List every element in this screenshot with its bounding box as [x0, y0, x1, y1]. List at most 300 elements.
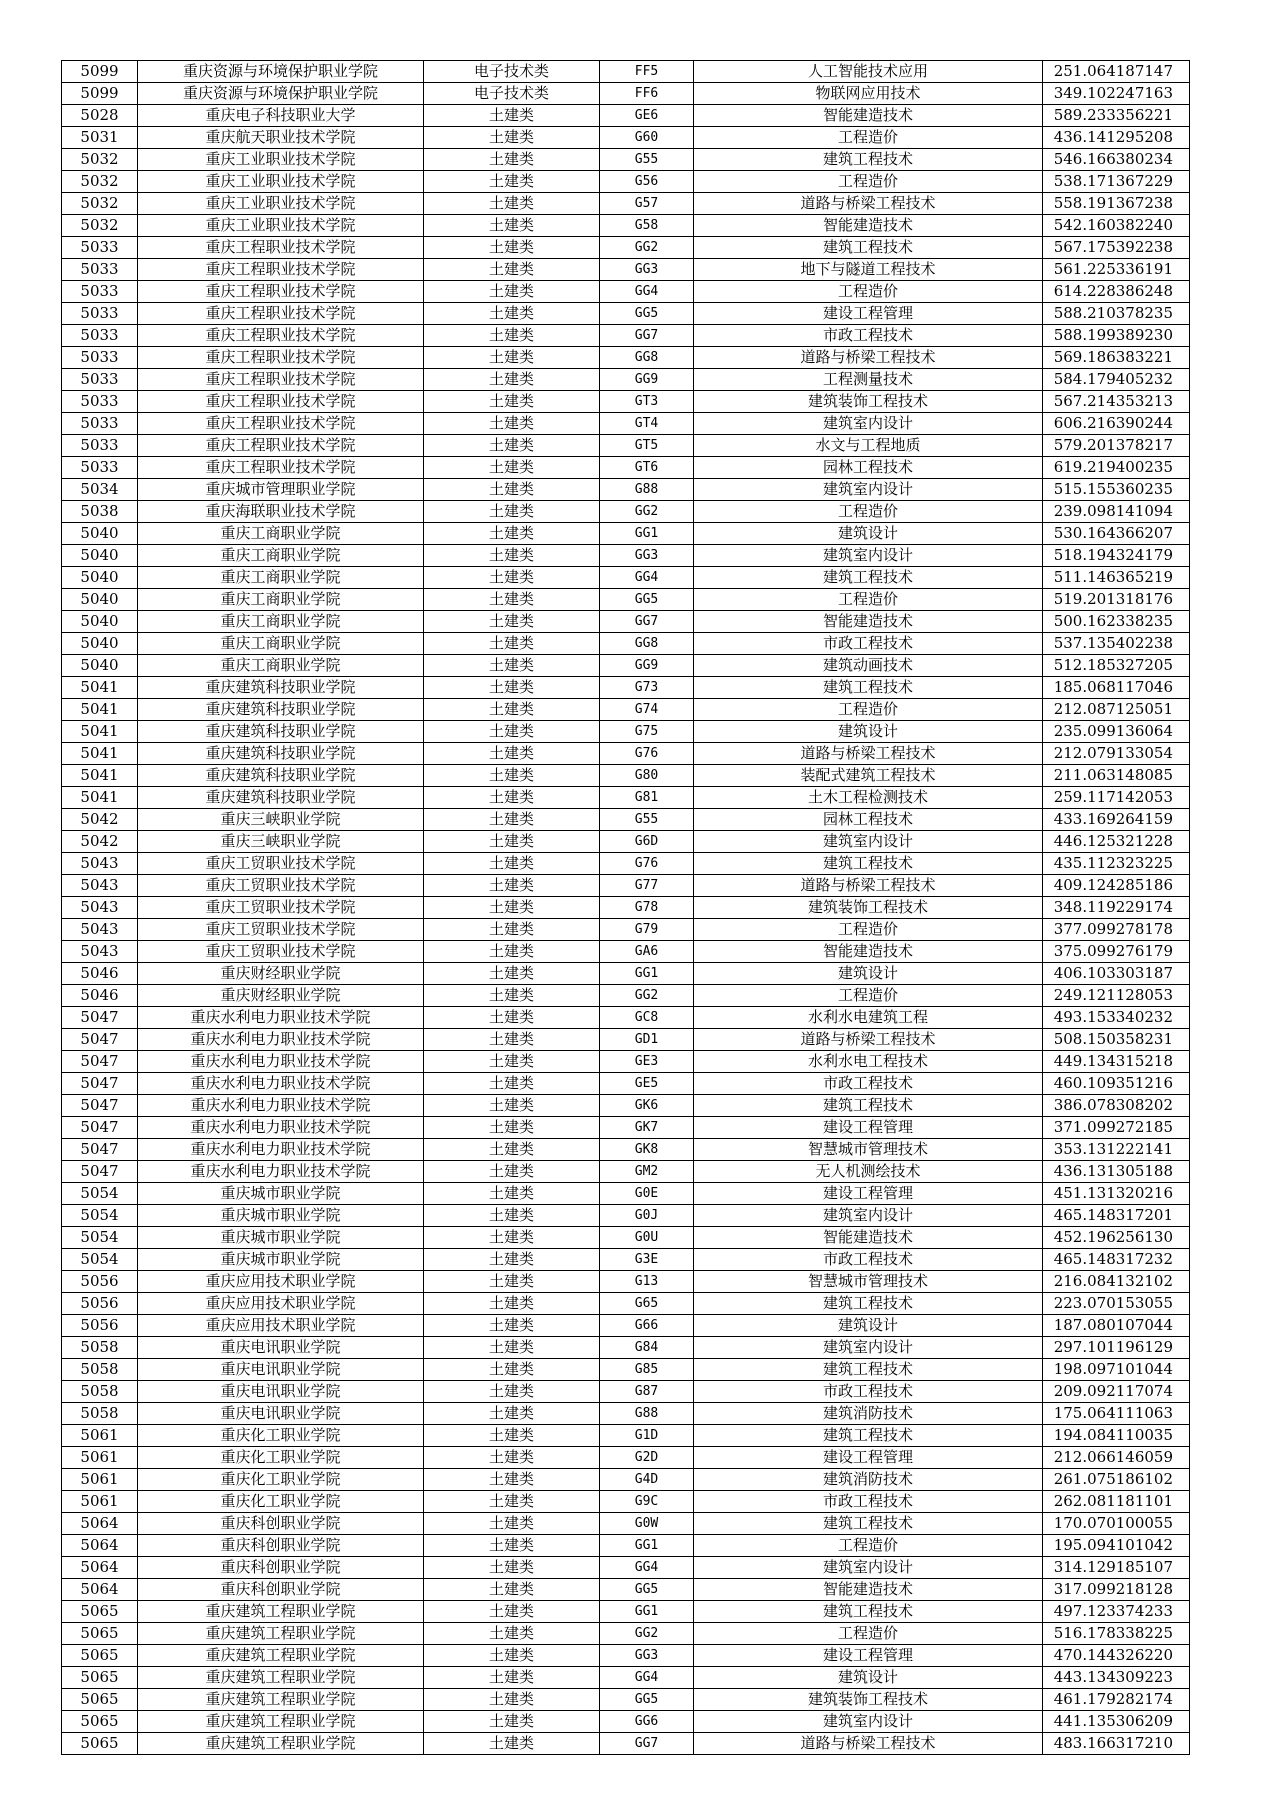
major-code-cell: G85 [600, 1359, 694, 1381]
major-code-cell: G0U [600, 1227, 694, 1249]
category-cell: 土建类 [424, 809, 600, 831]
table-row [62, 1183, 1190, 1205]
major-name-cell: 智能建造技术 [694, 1227, 1043, 1249]
school-name-cell: 重庆建筑科技职业学院 [138, 677, 424, 699]
table-row [62, 1029, 1190, 1051]
score-cell: 530.164366207 [1043, 523, 1190, 545]
score-cell: 185.068117046 [1043, 677, 1190, 699]
score-cell: 348.119229174 [1043, 897, 1190, 919]
score-cell: 449.134315218 [1043, 1051, 1190, 1073]
major-name-cell: 建筑工程技术 [694, 853, 1043, 875]
major-code-cell: G74 [600, 699, 694, 721]
score-cell: 515.155360235 [1043, 479, 1190, 501]
category-cell: 电子技术类 [424, 61, 600, 83]
school-code-cell: 5041 [62, 721, 138, 743]
school-name-cell: 重庆工商职业学院 [138, 611, 424, 633]
category-cell: 土建类 [424, 1425, 600, 1447]
major-code-cell: GG8 [600, 347, 694, 369]
school-code-cell: 5046 [62, 963, 138, 985]
category-cell: 土建类 [424, 1557, 600, 1579]
major-name-cell: 市政工程技术 [694, 633, 1043, 655]
school-name-cell: 重庆建筑工程职业学院 [138, 1689, 424, 1711]
major-name-cell: 市政工程技术 [694, 1249, 1043, 1271]
major-code-cell: GG7 [600, 1733, 694, 1755]
table-row [62, 1139, 1190, 1161]
school-name-cell: 重庆工程职业技术学院 [138, 369, 424, 391]
school-code-cell: 5032 [62, 149, 138, 171]
category-cell: 土建类 [424, 611, 600, 633]
score-cell: 375.099276179 [1043, 941, 1190, 963]
school-code-cell: 5047 [62, 1029, 138, 1051]
school-name-cell: 重庆应用技术职业学院 [138, 1315, 424, 1337]
major-name-cell: 工程测量技术 [694, 369, 1043, 391]
major-name-cell: 建筑装饰工程技术 [694, 391, 1043, 413]
school-code-cell: 5054 [62, 1249, 138, 1271]
school-code-cell: 5040 [62, 523, 138, 545]
school-code-cell: 5043 [62, 875, 138, 897]
table-row [62, 1315, 1190, 1337]
major-name-cell: 建筑工程技术 [694, 149, 1043, 171]
school-name-cell: 重庆化工职业学院 [138, 1491, 424, 1513]
category-cell: 土建类 [424, 193, 600, 215]
major-name-cell: 建筑室内设计 [694, 1337, 1043, 1359]
table-row [62, 1161, 1190, 1183]
major-name-cell: 市政工程技术 [694, 1491, 1043, 1513]
school-name-cell: 重庆工程职业技术学院 [138, 435, 424, 457]
school-name-cell: 重庆工商职业学院 [138, 523, 424, 545]
school-code-cell: 5065 [62, 1667, 138, 1689]
score-cell: 584.179405232 [1043, 369, 1190, 391]
school-name-cell: 重庆工业职业技术学院 [138, 193, 424, 215]
table-row [62, 567, 1190, 589]
school-code-cell: 5034 [62, 479, 138, 501]
school-name-cell: 重庆科创职业学院 [138, 1579, 424, 1601]
school-code-cell: 5043 [62, 853, 138, 875]
table-row [62, 149, 1190, 171]
table-row [62, 1271, 1190, 1293]
major-name-cell: 建设工程管理 [694, 1117, 1043, 1139]
major-code-cell: G80 [600, 765, 694, 787]
table-row [62, 1645, 1190, 1667]
table-row [62, 1117, 1190, 1139]
score-cell: 589.233356221 [1043, 105, 1190, 127]
score-cell: 371.099272185 [1043, 1117, 1190, 1139]
category-cell: 土建类 [424, 1293, 600, 1315]
score-cell: 465.148317201 [1043, 1205, 1190, 1227]
table-row [62, 347, 1190, 369]
category-cell: 土建类 [424, 567, 600, 589]
score-cell: 500.162338235 [1043, 611, 1190, 633]
score-cell: 223.070153055 [1043, 1293, 1190, 1315]
major-name-cell: 工程造价 [694, 699, 1043, 721]
major-name-cell: 建筑工程技术 [694, 1425, 1043, 1447]
major-name-cell: 道路与桥梁工程技术 [694, 743, 1043, 765]
table-row [62, 83, 1190, 105]
score-cell: 194.084110035 [1043, 1425, 1190, 1447]
major-code-cell: G1D [600, 1425, 694, 1447]
school-code-cell: 5028 [62, 105, 138, 127]
major-name-cell: 建筑工程技术 [694, 237, 1043, 259]
school-code-cell: 5031 [62, 127, 138, 149]
category-cell: 土建类 [424, 369, 600, 391]
major-code-cell: GG4 [600, 1557, 694, 1579]
table-row [62, 1249, 1190, 1271]
school-code-cell: 5033 [62, 413, 138, 435]
school-code-cell: 5047 [62, 1139, 138, 1161]
major-code-cell: FF5 [600, 61, 694, 83]
school-code-cell: 5041 [62, 699, 138, 721]
school-name-cell: 重庆科创职业学院 [138, 1535, 424, 1557]
category-cell: 土建类 [424, 479, 600, 501]
table-row [62, 545, 1190, 567]
major-code-cell: FF6 [600, 83, 694, 105]
major-code-cell: GG5 [600, 303, 694, 325]
major-code-cell: GG1 [600, 523, 694, 545]
score-cell: 259.117142053 [1043, 787, 1190, 809]
score-cell: 349.102247163 [1043, 83, 1190, 105]
category-cell: 土建类 [424, 875, 600, 897]
category-cell: 土建类 [424, 215, 600, 237]
score-cell: 558.191367238 [1043, 193, 1190, 215]
score-cell: 406.103303187 [1043, 963, 1190, 985]
table-row [62, 1733, 1190, 1755]
score-cell: 569.186383221 [1043, 347, 1190, 369]
major-name-cell: 建筑工程技术 [694, 1601, 1043, 1623]
table-row [62, 105, 1190, 127]
score-cell: 436.141295208 [1043, 127, 1190, 149]
category-cell: 土建类 [424, 677, 600, 699]
category-cell: 土建类 [424, 1029, 600, 1051]
category-cell: 土建类 [424, 1315, 600, 1337]
school-name-cell: 重庆工商职业学院 [138, 589, 424, 611]
category-cell: 土建类 [424, 1007, 600, 1029]
major-name-cell: 建筑工程技术 [694, 677, 1043, 699]
category-cell: 土建类 [424, 655, 600, 677]
school-name-cell: 重庆电讯职业学院 [138, 1403, 424, 1425]
school-name-cell: 重庆城市管理职业学院 [138, 479, 424, 501]
major-name-cell: 建设工程管理 [694, 1447, 1043, 1469]
table-row [62, 589, 1190, 611]
category-cell: 土建类 [424, 1381, 600, 1403]
school-name-cell: 重庆应用技术职业学院 [138, 1271, 424, 1293]
school-name-cell: 重庆水利电力职业技术学院 [138, 1139, 424, 1161]
school-code-cell: 5033 [62, 347, 138, 369]
major-code-cell: GG8 [600, 633, 694, 655]
major-name-cell: 工程造价 [694, 985, 1043, 1007]
major-code-cell: GG6 [600, 1711, 694, 1733]
school-name-cell: 重庆应用技术职业学院 [138, 1293, 424, 1315]
school-name-cell: 重庆资源与环境保护职业学院 [138, 61, 424, 83]
major-code-cell: G77 [600, 875, 694, 897]
major-code-cell: GG9 [600, 655, 694, 677]
major-code-cell: GG1 [600, 1601, 694, 1623]
table-row [62, 1205, 1190, 1227]
table-row [62, 1689, 1190, 1711]
table-row [62, 1403, 1190, 1425]
major-code-cell: G75 [600, 721, 694, 743]
major-name-cell: 水利水电建筑工程 [694, 1007, 1043, 1029]
school-name-cell: 重庆建筑科技职业学院 [138, 787, 424, 809]
major-name-cell: 工程造价 [694, 1535, 1043, 1557]
table-row [62, 215, 1190, 237]
major-code-cell: GG5 [600, 1579, 694, 1601]
major-code-cell: G76 [600, 743, 694, 765]
major-code-cell: GG5 [600, 589, 694, 611]
major-code-cell: GG4 [600, 567, 694, 589]
school-name-cell: 重庆科创职业学院 [138, 1557, 424, 1579]
table-row [62, 985, 1190, 1007]
score-cell: 409.124285186 [1043, 875, 1190, 897]
major-code-cell: GG2 [600, 985, 694, 1007]
category-cell: 土建类 [424, 1117, 600, 1139]
score-cell: 508.150358231 [1043, 1029, 1190, 1051]
table-row [62, 1579, 1190, 1601]
major-code-cell: G0E [600, 1183, 694, 1205]
table-row [62, 1425, 1190, 1447]
table-row [62, 809, 1190, 831]
school-code-cell: 5041 [62, 677, 138, 699]
major-code-cell: GE6 [600, 105, 694, 127]
school-code-cell: 5064 [62, 1513, 138, 1535]
category-cell: 土建类 [424, 1601, 600, 1623]
score-cell: 542.160382240 [1043, 215, 1190, 237]
major-name-cell: 建设工程管理 [694, 1183, 1043, 1205]
table-row [62, 1095, 1190, 1117]
score-cell: 209.092117074 [1043, 1381, 1190, 1403]
school-name-cell: 重庆工贸职业技术学院 [138, 919, 424, 941]
score-cell: 614.228386248 [1043, 281, 1190, 303]
score-cell: 187.080107044 [1043, 1315, 1190, 1337]
school-name-cell: 重庆工程职业技术学院 [138, 457, 424, 479]
table-row [62, 853, 1190, 875]
table-row [62, 765, 1190, 787]
major-name-cell: 无人机测绘技术 [694, 1161, 1043, 1183]
school-name-cell: 重庆水利电力职业技术学院 [138, 1029, 424, 1051]
school-code-cell: 5033 [62, 435, 138, 457]
major-name-cell: 建设工程管理 [694, 303, 1043, 325]
major-code-cell: GG1 [600, 1535, 694, 1557]
table-row [62, 1469, 1190, 1491]
category-cell: 土建类 [424, 1579, 600, 1601]
category-cell: 土建类 [424, 897, 600, 919]
major-code-cell: GA6 [600, 941, 694, 963]
score-cell: 579.201378217 [1043, 435, 1190, 457]
school-code-cell: 5047 [62, 1051, 138, 1073]
school-code-cell: 5065 [62, 1711, 138, 1733]
table-row [62, 1007, 1190, 1029]
school-name-cell: 重庆建筑工程职业学院 [138, 1623, 424, 1645]
school-name-cell: 重庆工程职业技术学院 [138, 347, 424, 369]
table-row [62, 963, 1190, 985]
major-code-cell: G88 [600, 1403, 694, 1425]
major-code-cell: GT5 [600, 435, 694, 457]
score-cell: 441.135306209 [1043, 1711, 1190, 1733]
major-name-cell: 智能建造技术 [694, 611, 1043, 633]
category-cell: 电子技术类 [424, 83, 600, 105]
score-cell: 262.081181101 [1043, 1491, 1190, 1513]
score-cell: 317.099218128 [1043, 1579, 1190, 1601]
major-code-cell: G57 [600, 193, 694, 215]
school-name-cell: 重庆电讯职业学院 [138, 1359, 424, 1381]
major-name-cell: 道路与桥梁工程技术 [694, 193, 1043, 215]
major-code-cell: G9C [600, 1491, 694, 1513]
major-name-cell: 水文与工程地质 [694, 435, 1043, 457]
category-cell: 土建类 [424, 259, 600, 281]
school-name-cell: 重庆工程职业技术学院 [138, 237, 424, 259]
school-name-cell: 重庆工贸职业技术学院 [138, 853, 424, 875]
major-code-cell: G3E [600, 1249, 694, 1271]
major-name-cell: 工程造价 [694, 281, 1043, 303]
school-code-cell: 5042 [62, 809, 138, 831]
category-cell: 土建类 [424, 1271, 600, 1293]
table-row [62, 1601, 1190, 1623]
school-code-cell: 5042 [62, 831, 138, 853]
school-name-cell: 重庆工商职业学院 [138, 633, 424, 655]
category-cell: 土建类 [424, 1535, 600, 1557]
table-row [62, 391, 1190, 413]
major-name-cell: 工程造价 [694, 589, 1043, 611]
category-cell: 土建类 [424, 281, 600, 303]
school-name-cell: 重庆工程职业技术学院 [138, 259, 424, 281]
school-code-cell: 5056 [62, 1293, 138, 1315]
table-row [62, 941, 1190, 963]
category-cell: 土建类 [424, 919, 600, 941]
major-name-cell: 建筑工程技术 [694, 1359, 1043, 1381]
school-name-cell: 重庆电讯职业学院 [138, 1381, 424, 1403]
category-cell: 土建类 [424, 1645, 600, 1667]
major-code-cell: GG2 [600, 1623, 694, 1645]
school-name-cell: 重庆化工职业学院 [138, 1425, 424, 1447]
score-cell: 537.135402238 [1043, 633, 1190, 655]
school-code-cell: 5040 [62, 611, 138, 633]
major-code-cell: G81 [600, 787, 694, 809]
major-code-cell: GK8 [600, 1139, 694, 1161]
category-cell: 土建类 [424, 787, 600, 809]
school-code-cell: 5054 [62, 1183, 138, 1205]
school-name-cell: 重庆财经职业学院 [138, 963, 424, 985]
score-cell: 377.099278178 [1043, 919, 1190, 941]
school-code-cell: 5033 [62, 369, 138, 391]
school-code-cell: 5033 [62, 281, 138, 303]
major-code-cell: G79 [600, 919, 694, 941]
major-code-cell: G58 [600, 215, 694, 237]
score-cell: 443.134309223 [1043, 1667, 1190, 1689]
major-code-cell: GT3 [600, 391, 694, 413]
category-cell: 土建类 [424, 391, 600, 413]
category-cell: 土建类 [424, 303, 600, 325]
school-name-cell: 重庆水利电力职业技术学院 [138, 1161, 424, 1183]
major-name-cell: 建设工程管理 [694, 1645, 1043, 1667]
major-name-cell: 市政工程技术 [694, 1381, 1043, 1403]
major-name-cell: 建筑工程技术 [694, 1293, 1043, 1315]
school-code-cell: 5065 [62, 1733, 138, 1755]
major-name-cell: 工程造价 [694, 127, 1043, 149]
school-code-cell: 5064 [62, 1579, 138, 1601]
major-name-cell: 建筑工程技术 [694, 1095, 1043, 1117]
school-code-cell: 5033 [62, 237, 138, 259]
major-name-cell: 智能建造技术 [694, 941, 1043, 963]
category-cell: 土建类 [424, 963, 600, 985]
school-name-cell: 重庆三峡职业学院 [138, 831, 424, 853]
school-code-cell: 5040 [62, 589, 138, 611]
table-row [62, 127, 1190, 149]
major-code-cell: GG5 [600, 1689, 694, 1711]
category-cell: 土建类 [424, 523, 600, 545]
score-cell: 483.166317210 [1043, 1733, 1190, 1755]
school-code-cell: 5056 [62, 1315, 138, 1337]
category-cell: 土建类 [424, 435, 600, 457]
category-cell: 土建类 [424, 1249, 600, 1271]
score-cell: 619.219400235 [1043, 457, 1190, 479]
school-name-cell: 重庆工程职业技术学院 [138, 303, 424, 325]
table-row [62, 919, 1190, 941]
score-cell: 497.123374233 [1043, 1601, 1190, 1623]
table-row [62, 413, 1190, 435]
major-name-cell: 建筑消防技术 [694, 1469, 1043, 1491]
table-row [62, 1711, 1190, 1733]
school-code-cell: 5065 [62, 1689, 138, 1711]
school-code-cell: 5046 [62, 985, 138, 1007]
table-row [62, 1667, 1190, 1689]
major-name-cell: 建筑设计 [694, 1667, 1043, 1689]
table-row [62, 699, 1190, 721]
major-name-cell: 装配式建筑工程技术 [694, 765, 1043, 787]
category-cell: 土建类 [424, 1667, 600, 1689]
major-code-cell: GK6 [600, 1095, 694, 1117]
major-name-cell: 建筑动画技术 [694, 655, 1043, 677]
table-row [62, 1535, 1190, 1557]
major-name-cell: 建筑工程技术 [694, 1513, 1043, 1535]
major-name-cell: 建筑设计 [694, 523, 1043, 545]
category-cell: 土建类 [424, 1051, 600, 1073]
score-cell: 465.148317232 [1043, 1249, 1190, 1271]
school-code-cell: 5033 [62, 303, 138, 325]
score-cell: 452.196256130 [1043, 1227, 1190, 1249]
score-cell: 561.225336191 [1043, 259, 1190, 281]
category-cell: 土建类 [424, 765, 600, 787]
school-name-cell: 重庆化工职业学院 [138, 1469, 424, 1491]
table-row [62, 501, 1190, 523]
category-cell: 土建类 [424, 1205, 600, 1227]
school-code-cell: 5056 [62, 1271, 138, 1293]
school-code-cell: 5040 [62, 545, 138, 567]
school-name-cell: 重庆工商职业学院 [138, 567, 424, 589]
table-row [62, 897, 1190, 919]
school-code-cell: 5099 [62, 61, 138, 83]
school-code-cell: 5040 [62, 567, 138, 589]
major-name-cell: 道路与桥梁工程技术 [694, 875, 1043, 897]
school-name-cell: 重庆建筑工程职业学院 [138, 1645, 424, 1667]
category-cell: 土建类 [424, 413, 600, 435]
school-name-cell: 重庆航天职业技术学院 [138, 127, 424, 149]
school-code-cell: 5061 [62, 1469, 138, 1491]
major-code-cell: GG3 [600, 259, 694, 281]
school-name-cell: 重庆工业职业技术学院 [138, 215, 424, 237]
category-cell: 土建类 [424, 1689, 600, 1711]
school-code-cell: 5032 [62, 215, 138, 237]
score-cell: 516.178338225 [1043, 1623, 1190, 1645]
table-row [62, 1491, 1190, 1513]
score-cell: 212.079133054 [1043, 743, 1190, 765]
school-code-cell: 5043 [62, 897, 138, 919]
major-code-cell: G4D [600, 1469, 694, 1491]
score-cell: 261.075186102 [1043, 1469, 1190, 1491]
major-name-cell: 建筑室内设计 [694, 545, 1043, 567]
school-name-cell: 重庆城市职业学院 [138, 1227, 424, 1249]
major-code-cell: GM2 [600, 1161, 694, 1183]
school-name-cell: 重庆工程职业技术学院 [138, 325, 424, 347]
table-row [62, 237, 1190, 259]
